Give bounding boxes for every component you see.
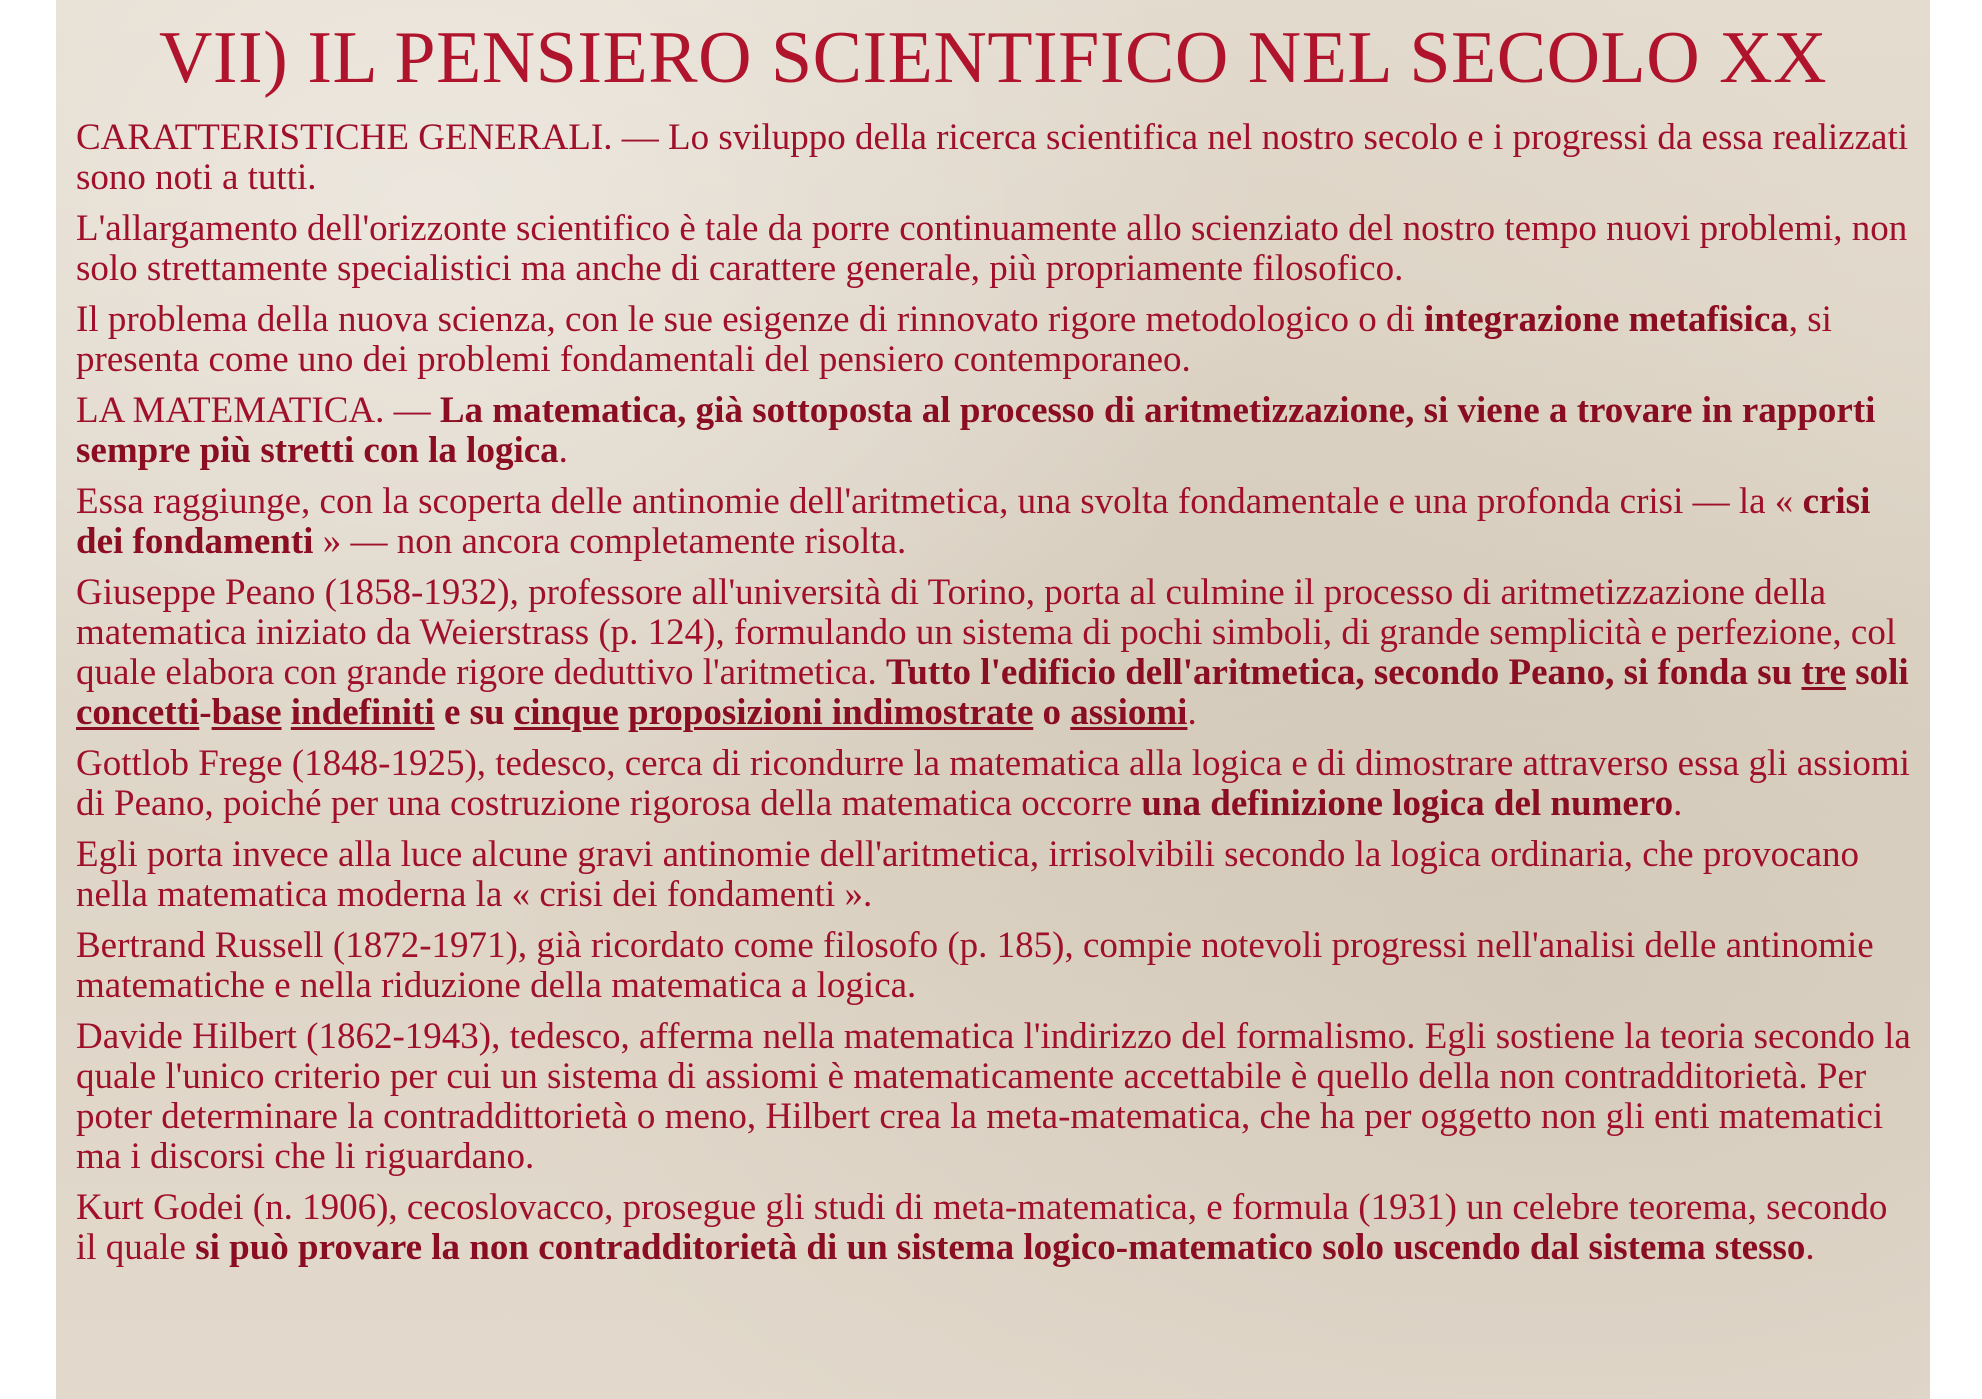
underlined-bold-text: proposizioni indimostrate [627, 692, 1034, 733]
underlined-bold-text: cinque [513, 692, 619, 733]
underlined-bold-text: base [211, 692, 282, 733]
bold-text: si può provare la non contradditorietà di un sistema logico-matematico solo uscendo dal sistema stesso [195, 1227, 1806, 1268]
bold-text: una definizione logica del numero [1141, 783, 1674, 824]
paragraph-2 [76, 209, 1916, 289]
paragraph-6 [76, 573, 1916, 733]
paragraph-1 [76, 118, 1916, 198]
bold-text [282, 692, 291, 733]
bold-text [619, 692, 628, 733]
paragraph-7 [76, 744, 1916, 824]
text-run: . [1187, 692, 1197, 733]
text-run: Il problema della nuova scienza, con le sue esigenze di rinnovato rigore metodologico o di [76, 299, 1425, 340]
paragraph-3 [76, 300, 1916, 380]
document-body [76, 118, 1916, 1279]
text-run: » — non ancora completamente risolta. [313, 521, 907, 562]
bold-text: soli [1845, 652, 1909, 693]
bold-text: crisi dei fondamenti [76, 481, 1871, 562]
bold-text: La matematica, già sottoposta al processo di aritmetizzazione, si viene a trovare in rapporti sempre più stretti con la logica [76, 390, 1876, 471]
text-run: CARATTERISTICHE GENERALI. — Lo sviluppo della ricerca scientifica nel nostro secolo e i progressi da essa realizzati sono noti a tutti. [76, 117, 1909, 198]
text-run: Kurt Godei (n. 1906), cecoslovacco, prosegue gli studi di meta-matematica, e formula (1931) un celebre teorema, secondo il quale [76, 1187, 1888, 1268]
text-run: , si presenta come uno dei problemi fondamentali del pensiero contemporaneo. [76, 299, 1832, 380]
page-title: VII) IL PENSIERO SCIENTIFICO NEL SECOLO XX [158, 17, 1828, 99]
text-run: LA MATEMATICA. — [76, 390, 440, 431]
text-run: L'allargamento dell'orizzonte scientifico è tale da porre continuamente allo scienziato del nostro tempo nuovi problemi, non solo strettamente specialistici ma anche di carattere generale, più propriamente filosofico. [76, 208, 1908, 289]
bold-text: e su [434, 692, 514, 733]
paragraph-11 [76, 1188, 1916, 1268]
text-run: . [1805, 1227, 1815, 1268]
underlined-bold-text: assiomi [1070, 692, 1188, 733]
paragraph-10 [76, 1017, 1916, 1177]
bold-text: integrazione metafisica [1424, 299, 1789, 340]
text-run: Bertrand Russell (1872-1971), già ricordato come filosofo (p. 185), compie notevoli progressi nell'analisi delle antinomie matematiche e nella riduzione della matematica a logica. [76, 925, 1874, 1006]
text-run: Egli porta invece alla luce alcune gravi antinomie dell'aritmetica, irrisolvibili secondo la logica ordinaria, che provocano nella matematica moderna la « crisi dei fondamenti ». [76, 834, 1860, 915]
underlined-bold-text: concetti [76, 692, 200, 733]
text-run: Gottlob Frege (1848-1925), tedesco, cerca di ricondurre la matematica alla logica e di dimostrare attraverso essa gli assiomi di Peano, poiché per una costruzione rigorosa della matematica occorre [76, 743, 1910, 824]
underlined-bold-text: tre [1801, 652, 1846, 693]
bold-text: Tutto l'edificio dell'aritmetica, secondo Peano, si fonda su [886, 652, 1802, 693]
underlined-bold-text: indefiniti [290, 692, 435, 733]
paragraph-4 [76, 391, 1916, 471]
document-page [56, 0, 1930, 1399]
text-run: Essa raggiunge, con la scoperta delle antinomie dell'aritmetica, una svolta fondamentale e una profonda crisi — la « [76, 481, 1803, 522]
bold-text: o [1033, 692, 1071, 733]
text-run: Davide Hilbert (1862-1943), tedesco, afferma nella matematica l'indirizzo del formalismo. Egli sostiene la teoria secondo la quale l'unico criterio per cui un sistema di assiomi è matematicamente accettabile è quello della non contradditorietà. Per poter determinare la contraddittorietà o meno, Hilbert crea la meta-matematica, che ha per oggetto non gli enti matematici ma i discorsi che li riguardano. [76, 1016, 1911, 1177]
text-run: . [558, 430, 568, 471]
text-run: . [1673, 783, 1683, 824]
paragraph-5 [76, 482, 1916, 562]
paragraph-9 [76, 926, 1916, 1006]
bold-text: - [199, 692, 212, 733]
text-run: Giuseppe Peano (1858-1932), professore all'università di Torino, porta al culmine il processo di aritmetizzazione della matematica iniziato da Weierstrass (p. 124), formulando un sistema di pochi simboli, di grande semplicità e perfezione, col quale elabora con grande rigore deduttivo l'aritmetica. [76, 572, 1897, 693]
paragraph-8 [76, 835, 1916, 915]
